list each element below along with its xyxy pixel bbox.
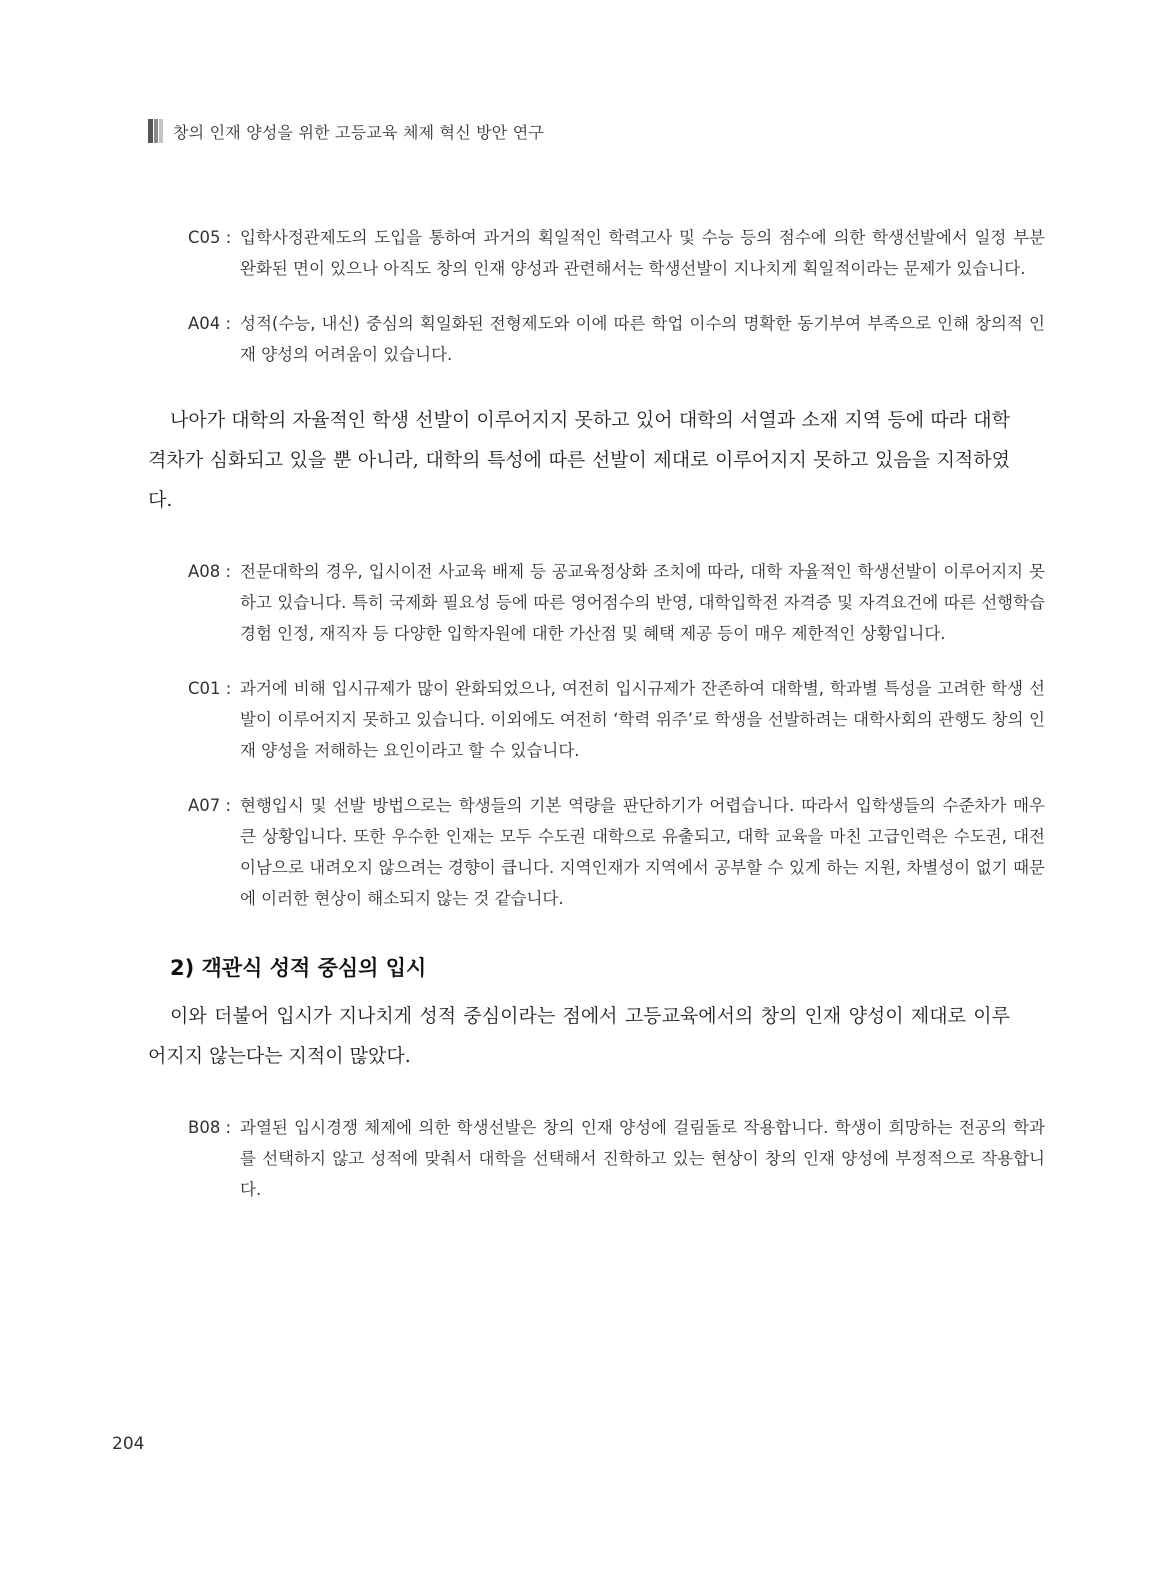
quote-text: 과거에 비해 입시규제가 많이 완화되었으나, 여전히 입시규제가 잔존하여 대학별, 학과별 특성을 고려한 학생 선발이 이루어지지 못하고 있습니다. 이외에도 여전히 ‘학력 위주’로 학생을 선발하려는 대학사회의 관행도 창의 인재 양성을 저해하는 요인이라고 할 수 있습니다. <box>240 679 1045 760</box>
quote-code: B08 : <box>188 1118 232 1137</box>
quote-code: A08 : <box>188 562 232 581</box>
body-paragraph-1: 나아가 대학의 자율적인 학생 선발이 이루어지지 못하고 있어 대학의 서열과 소재 지역 등에 따라 대학 격차가 심화되고 있을 뿐 아니라, 대학의 특성에 따른 선발이 제대로 이루어지지 못하고 있음을 지적하였다. <box>148 409 1010 511</box>
section-heading: 2) 객관식 성적 중심의 입시 <box>170 956 427 980</box>
quote-code: C05 : <box>188 228 232 247</box>
running-header-title: 창의 인재 양성을 위한 고등교육 체제 혁신 방안 연구 <box>173 122 545 142</box>
page-body <box>148 222 1045 1205</box>
interview-quote-c05 <box>188 222 1045 284</box>
quote-code: A04 : <box>188 314 232 333</box>
body-paragraph-2: 이와 더불어 입시가 지나치게 성적 중심이라는 점에서 고등교육에서의 창의 인재 양성이 제대로 이루어지지 않는다는 지적이 많았다. <box>148 1005 1010 1067</box>
quote-code: C01 : <box>188 679 232 698</box>
interview-quote-a07 <box>188 790 1045 914</box>
header-bar-icon <box>148 119 163 143</box>
interview-quote-a04 <box>188 308 1045 370</box>
quote-text: 현행입시 및 선발 방법으로는 학생들의 기본 역량을 판단하기가 어렵습니다. 따라서 입학생들의 수준차가 매우 큰 상황입니다. 또한 우수한 인재는 모두 수도권 대학으로 유출되고, 대학 교육을 마친 고급인력은 수도권, 대전 이남으로 내려오지 않으려는 경향이 큽니다. 지역인재가 지역에서 공부할 수 있게 하는 지원, 차별성이 없기 때문에 이러한 현상이 해소되지 않는 것 같습니다. <box>240 796 1045 908</box>
page-number: 204 <box>112 1434 145 1454</box>
interview-quote-a08 <box>188 556 1045 649</box>
quote-text: 전문대학의 경우, 입시이전 사교육 배제 등 공교육정상화 조치에 따라, 대학 자율적인 학생선발이 이루어지지 못하고 있습니다. 특히 국제화 필요성 등에 따른 영어점수의 반영, 대학입학전 자격증 및 자격요건에 따른 선행학습경험 인정, 재직자 등 다양한 입학자원에 대한 가산점 및 혜택 제공 등이 매우 제한적인 상황입니다. <box>240 562 1045 643</box>
running-header <box>148 118 544 144</box>
interview-quote-c01 <box>188 673 1045 766</box>
interview-quote-b08 <box>188 1112 1045 1205</box>
quote-text: 성적(수능, 내신) 중심의 획일화된 전형제도와 이에 따른 학업 이수의 명확한 동기부여 부족으로 인해 창의적 인재 양성의 어려움이 있습니다. <box>240 314 1045 364</box>
quote-text: 과열된 입시경쟁 체제에 의한 학생선발은 창의 인재 양성에 걸림돌로 작용합니다. 학생이 희망하는 전공의 학과를 선택하지 않고 성적에 맞춰서 대학을 선택해서 진학하고 있는 현상이 창의 인재 양성에 부정적으로 작용합니다. <box>240 1118 1045 1199</box>
quote-code: A07 : <box>188 796 232 815</box>
quote-text: 입학사정관제도의 도입을 통하여 과거의 획일적인 학력고사 및 수능 등의 점수에 의한 학생선발에서 일정 부분 완화된 면이 있으나 아직도 창의 인재 양성과 관련해서는 학생선발이 지나치게 획일적이라는 문제가 있습니다. <box>240 228 1045 278</box>
